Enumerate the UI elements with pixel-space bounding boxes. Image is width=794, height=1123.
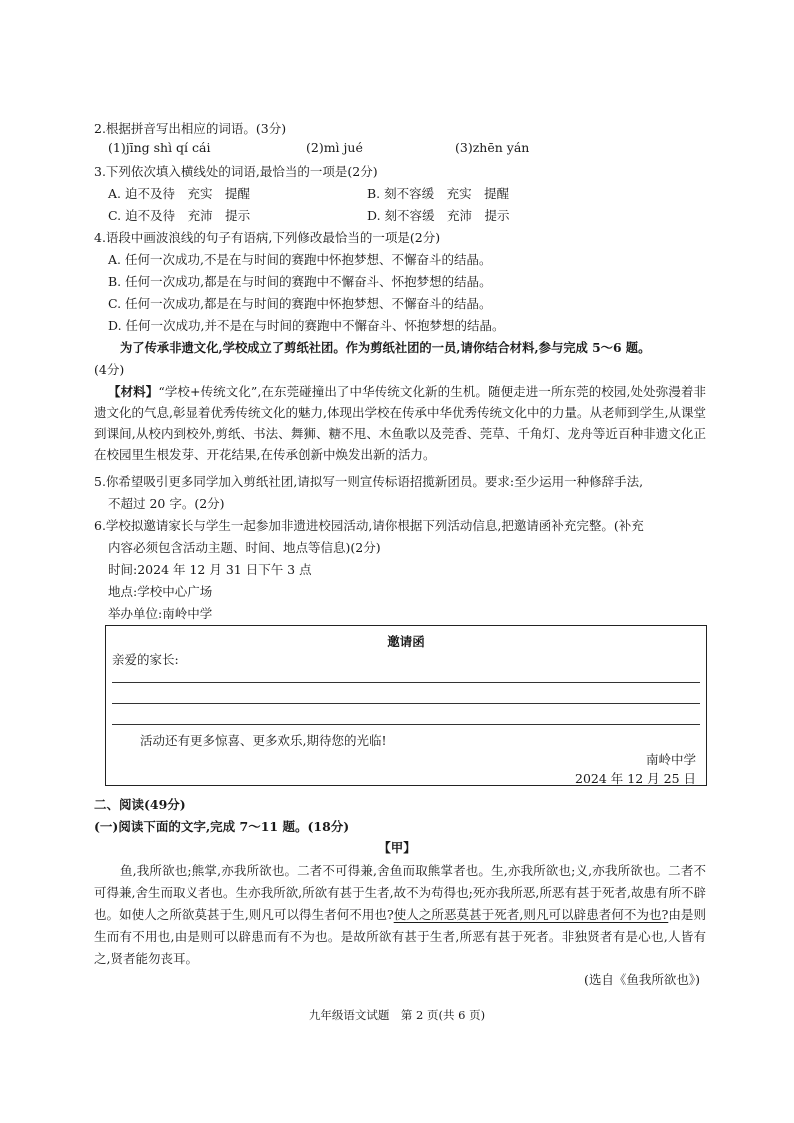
section-2-title: 二、阅读(49分) [94,797,186,812]
q6-time: 时间:2024 年 12 月 31 日下午 3 点 [108,562,312,577]
passage-underlined-sentence: 使人之所恶莫甚于死者,则凡可以辟患者何不为也? [393,907,669,922]
q2-item-1: (1)jīng shì qí cái [108,140,211,155]
q6-line-1: 6.学校拟邀请家长与学生一起参加非遗进校园活动,请你根据下列活动信息,把邀请函补充完整。(补充 [94,518,644,533]
q4-stem: 4.语段中画波浪线的句子有语病,下列修改最恰当的一项是(2分) [94,230,441,245]
q3-option-c: C. 迫不及待 充沛 提示 [108,208,251,223]
q5-line-2: 不超过 20 字。(2分) [108,496,225,511]
q2-item-2: (2)mì jué [306,140,363,155]
q3-option-a: A. 迫不及待 充实 提醒 [108,186,250,201]
q6-line-2: 内容必须包含活动主题、时间、地点等信息)(2分) [108,540,381,555]
intro-score: (4分) [94,362,125,377]
invitation-greeting: 亲爱的家长: [112,652,179,667]
q4-option-a: A. 任何一次成功,不是在与时间的赛跑中怀抱梦想、不懈奋斗的结晶。 [108,252,492,267]
q2-stem: 2.根据拼音写出相应的词语。(3分) [94,121,287,136]
invitation-closing: 活动还有更多惊喜、更多欢乐,期待您的光临! [140,733,387,748]
material-tag: 【材料】 [108,384,159,399]
intro-instruction: 为了传承非遗文化,学校成立了剪纸社团。作为剪纸社团的一员,请你结合材料,参与完成 5～6 题。 [120,340,651,355]
material-text: “学校+传统文化”,在东莞碰撞出了中华传统文化新的生机。随便走进一所东莞的校园,处处弥漫着非遗文化的气息,彰显着优秀传统文化的魅力,体现出学校在传承中华优秀传统文化中的力量。从老师到学生,从课堂到课间,从校内到校外,剪纸、书法、舞狮、糖不甩、木鱼歌以及莞香、莞草、千角灯、龙舟等近百种非遗文化正在校园里生根发芽、开花结果,在传承创新中焕发出新的活力。 [94,384,706,462]
passage-text-1: 鱼,我所欲也;熊掌,亦我所欲也。二者不可得兼,舍鱼而取熊掌者也。生,亦我所欲也;义,亦我所欲也。二者不可得兼,舍生而取义者也。生亦我所欲,所欲有甚于生者,故不为苟得也;死亦我所恶,所恶有甚于死者,故患有所不辟也。如使人之所欲莫甚于生,则凡可以得生者何不用也? [94,863,706,922]
blank-line-2[interactable] [112,703,700,704]
passage-jia [94,860,706,970]
q3-stem: 3.下列依次填入横线处的词语,最恰当的一项是(2分) [94,164,378,179]
passage-text-2: 由是则生而有不用也,由是则可以辟患而有不为也。是故所欲有甚于生者,所恶有甚于死者。非独贤者有是心也,人皆有之,贤者能勿丧耳。 [94,907,706,966]
q5-line-1: 5.你希望吸引更多同学加入剪纸社团,请拟写一则宣传标语招揽新团员。要求:至少运用一种修辞手法, [94,474,644,489]
passage-source: (选自《鱼我所欲也》) [583,972,700,987]
q2-item-3: (3)zhēn yán [455,140,530,155]
invitation-signer: 南岭中学 [645,752,696,767]
q3-option-d: D. 刻不容缓 充沛 提示 [367,208,510,223]
q4-option-b: B. 任何一次成功,都是在与时间的赛跑中不懈奋斗、怀抱梦想的结晶。 [108,274,492,289]
passage-jia-label: 【甲】 [378,840,416,855]
blank-line-1[interactable] [112,682,700,683]
q4-option-d: D. 任何一次成功,并不是在与时间的赛跑中不懈奋斗、怀抱梦想的结晶。 [108,318,505,333]
invitation-title: 邀请函 [387,634,425,649]
q6-place: 地点:学校中心广场 [108,584,213,599]
blank-line-3[interactable] [112,724,700,725]
page-footer: 九年级语文试题 第 2 页(共 6 页) [308,1008,486,1022]
q3-option-b: B. 刻不容缓 充实 提醒 [367,186,510,201]
invitation-box [105,625,707,786]
section-2-part-1: (一)阅读下面的文字,完成 7～11 题。(18分) [94,819,350,834]
q6-organizer: 举办单位:南岭中学 [108,606,213,621]
material-block [94,381,706,465]
invitation-date: 2024 年 12 月 25 日 [575,771,696,786]
q4-option-c: C. 任何一次成功,都是在与时间的赛跑中怀抱梦想、不懈奋斗的结晶。 [108,296,492,311]
